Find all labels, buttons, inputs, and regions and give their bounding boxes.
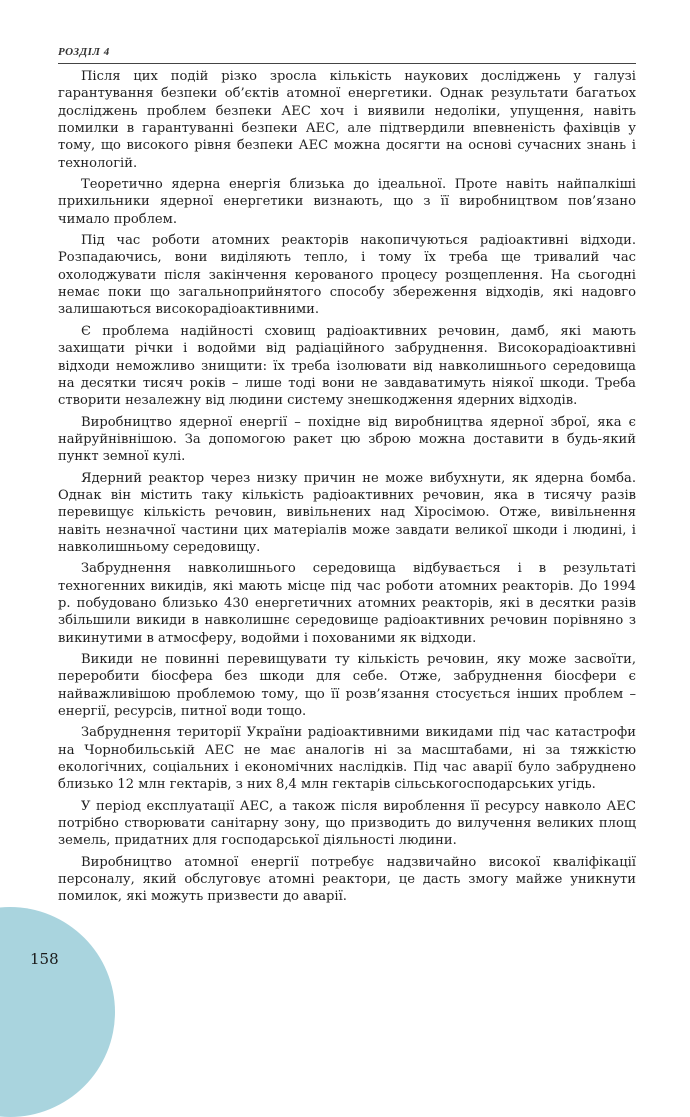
paragraph: Забруднення навколишнього середовища відбувається і в результаті техногенних викидів, які мають місце під час роботи атомних реакторів. До 1994 р. побудовано близько 430 енергетичних атомних реакторів, які в десятки разів збільшили викиди в навколишнє середовище радіоактивних речовин порівняно з викинутими в атмосферу, водойми і похованими як відходи. bbox=[58, 561, 636, 646]
paragraph: Виробництво атомної енергії потребує надзвичайно високої кваліфікації персоналу, який обслуговує атомні реактори, це дасть змогу майже уникнути помилок, які можуть призвести до аварії. bbox=[58, 854, 636, 905]
section-label: РОЗДІЛ 4 bbox=[58, 46, 110, 58]
paragraph: Виробництво ядерної енергії – похідне від виробництва ядерної зброї, яка є найруйнівнішою. За допомогою ракет цю зброю можна доставити в будь-який пункт земної кулі. bbox=[58, 414, 636, 465]
corner-decoration bbox=[0, 907, 115, 1117]
paragraph: Викиди не повинні перевищувати ту кількість речовин, яку може засвоїти, переробити біосфера без шкоди для себе. Отже, забруднення біосфери є найважливішою проблемою тому, що її розв’язання стосується інших проблем – енергії, ресурсів, питної води тощо. bbox=[58, 652, 636, 720]
paragraph: Після цих подій різко зросла кількість наукових досліджень у галузі гарантування безпеки об’єктів атомної енергетики. Однак результати багатьох досліджень проблем безпеки АЕС хоч і виявили недоліки, упущення, навіть помилки в гарантуванні безпеки АЕС, але підтвердили впевненість фахівців у тому, що високого рівня безпеки АЕС можна досягти на основі сучасних знань і технологій. bbox=[58, 69, 636, 171]
paragraph: Є проблема надійності сховищ радіоактивних речовин, дамб, які мають захищати річки і водойми від радіаційного забруднення. Високорадіоактивні відходи неможливо знищити: їх треба ізолювати від навколишнього середовища на десятки тисяч років – лише тоді вони не завдаватимуть ніякої шкоди. Треба створити незалежну від людини систему знешкодження ядерних відходів. bbox=[58, 323, 636, 409]
body-text bbox=[58, 68, 636, 910]
page-header bbox=[58, 40, 636, 64]
paragraph: Теоретично ядерна енергія близька до ідеальної. Проте навіть найпалкіші прихильники ядерної енергетики визнають, що з її виробництвом пов’язано чимало проблем. bbox=[58, 177, 636, 227]
paragraph: Ядерний реактор через низку причин не може вибухнути, як ядерна бомба. Однак він містить таку кількість радіоактивних речовин, яка в тисячу разів перевищує кількість речовин, вивільнених над Хіросімою. Отже, вивільнення навіть незначної частини цих матеріалів може завдати великої шкоди і людині, і навколишньому середовищу. bbox=[58, 470, 636, 555]
paragraph: Забруднення території України радіоактивними викидами під час катастрофи на Чорнобильській АЕС не має аналогів ні за масштабами, ні за тяжкістю екологічних, соціальних і економічних наслідків. Під час аварії було забруднено близько 12 млн гектарів, з них 8,4 млн гектарів сільськогосподарських угідь. bbox=[58, 725, 636, 793]
paragraph: Під час роботи атомних реакторів накопичуються радіоактивні відходи. Розпадаючись, вони виділяють тепло, і тому їх треба ще тривалий час охолоджувати після закінчення керованого процесу розщеплення. На сьогодні немає поки що загальноприйнятого способу збереження відходів, які надовго залишаються високорадіоактивними. bbox=[58, 233, 636, 318]
page-number: 158 bbox=[30, 950, 59, 968]
paragraph: У період експлуатації АЕС, а також після вироблення її ресурсу навколо АЕС потрібно створювати санітарну зону, що призводить до вилучення великих площ земель, придатних для господарської діяльності людини. bbox=[58, 798, 636, 849]
